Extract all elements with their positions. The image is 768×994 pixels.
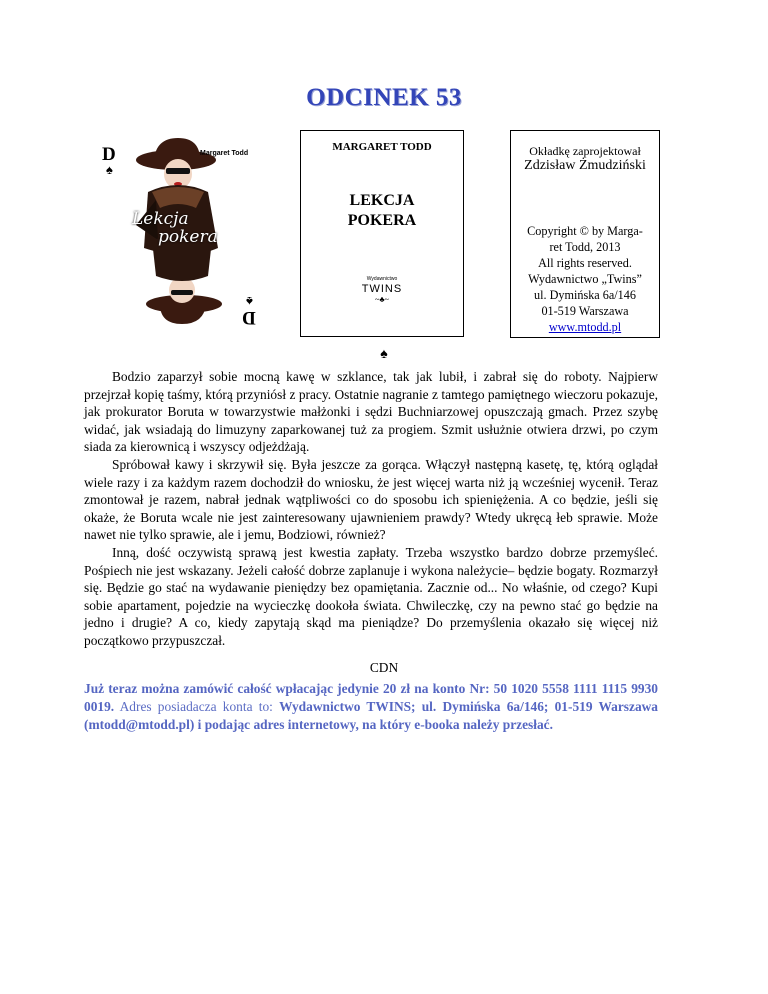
card-letter-bottom: D (242, 307, 256, 328)
order-info-bold-2: Wydawnictwo TWINS; ul. Dymińska 6a/146; 01-519 Warszawa (mtodd@mtodd.pl) i podając adres internetowy, na który e-booka należy przesłać. (84, 699, 659, 732)
spade-separator-icon: ♠ (380, 347, 388, 362)
logo-ornament-icon: ~♣~ (375, 295, 389, 304)
spade-icon: ♠ (246, 294, 253, 309)
book-cover-image (96, 130, 264, 342)
book-title-line1: LEKCJA (349, 192, 415, 209)
copyright-line: Copyright © by Marga- (527, 224, 643, 238)
cover-title-line2: pokera (158, 227, 218, 247)
card-letter-top: D (102, 144, 116, 165)
copyright-line: All rights reserved. (538, 256, 632, 270)
title-page-box (300, 130, 464, 337)
story-text (84, 368, 658, 650)
copyright-line: 01-519 Warszawa (541, 304, 629, 318)
cover-author: Margaret Todd (200, 150, 249, 157)
paragraph: Inną, dość oczywistą sprawą jest kwestia zapłaty. Trzeba wszystko bardzo dobrze przemyśleć. Pośpiech nie jest wskazany. Jeżeli całość dobrze zaplanuje i wykona należycie– będzie bogaty. Rozmarzył się. Będzie go stać na wydawanie pieniędzy bez opamiętania. Zacznie od... No właśnie, od czego? Kupi sobie apartament, pojedzie na wycieczkę dookoła świata. Chwileczkę, czy na pewno stać go będzie na jedno i drugie? A co, kiedy zapytają skąd ma pieniądze? Do przemyślenia okazało się więcej niż początkowo przypuszczał. (84, 544, 658, 648)
designed-by-label: Okładkę zaprojektował (529, 144, 641, 158)
paragraph: Bodzio zaparzył sobie mocną kawę w szklance, tak jak lubił, i zabrał się do roboty. Najpierw przejrzał kopię taśmy, którą przyniósł z pracy. Ostatnie nagranie z tamtego pamiętnego wieczoru pokazuje, jak prokurator Boruta w towarzystwie małżonki i sędzi Buchniarzowej opuszczają gmach. Przez szybę widać, jak wsiadają do limuzyny zaparkowanej tuż za progiem. Szmit usłużnie otwiera drzwi, po czym siada za kierownicą i wszyscy odjeżdżają. (84, 369, 658, 455)
cover-title (132, 210, 218, 246)
continued-label: CDN (369, 660, 399, 675)
paragraph: Spróbował kawy i skrzywił się. Była jeszcze za gorąca. Włączył następną kasetę, tę, którą oglądał wiele razy i za każdym razem dochodził do wniosku, że jest więcej warta niż ją wcześniej wycenił. Teraz zmontował je razem, nabrał jednak wątpliwości co do sposobu ich spieniężenia. A co będzie, jeśli się okaże, że Boruta wcale nie jest zainteresowany ujawnieniem prawdy? Wtedy ukręcą łeb sprawie. Może nawet nie tylko sprawie, ale i jemu, Bodziowi, również? (84, 456, 658, 543)
order-info-bold: Już teraz można zamówić całość wpłacając jedynie 20 zł na konto Nr: 50 1020 5558 1111 1115 9930 0019. (84, 681, 658, 714)
title-page-author: MARGARET TODD (332, 141, 432, 153)
copyright-block (519, 223, 651, 335)
copyright-line: Wydawnictwo „Twins” (528, 272, 642, 286)
page-title: ODCINEK 53 (306, 84, 462, 111)
publisher-logo: TWINS (361, 283, 403, 295)
book-title-line2: POKERA (347, 212, 417, 229)
copyright-line: ret Todd, 2013 (549, 240, 621, 254)
cover-title-line1: Lekcja (132, 209, 189, 229)
website-link[interactable]: www.mtodd.pl (548, 320, 622, 334)
title-page-book-title (301, 191, 463, 231)
order-info (84, 680, 658, 734)
publisher-small-label: Wydawnictwo (366, 276, 398, 282)
credits-box (510, 130, 660, 338)
order-info-normal: Adres posiadacza konta to: (114, 699, 280, 714)
designer-name: Zdzisław Żmudziński (524, 158, 646, 173)
copyright-line: ul. Dymińska 6a/146 (534, 288, 636, 302)
spade-icon: ♠ (106, 162, 113, 177)
